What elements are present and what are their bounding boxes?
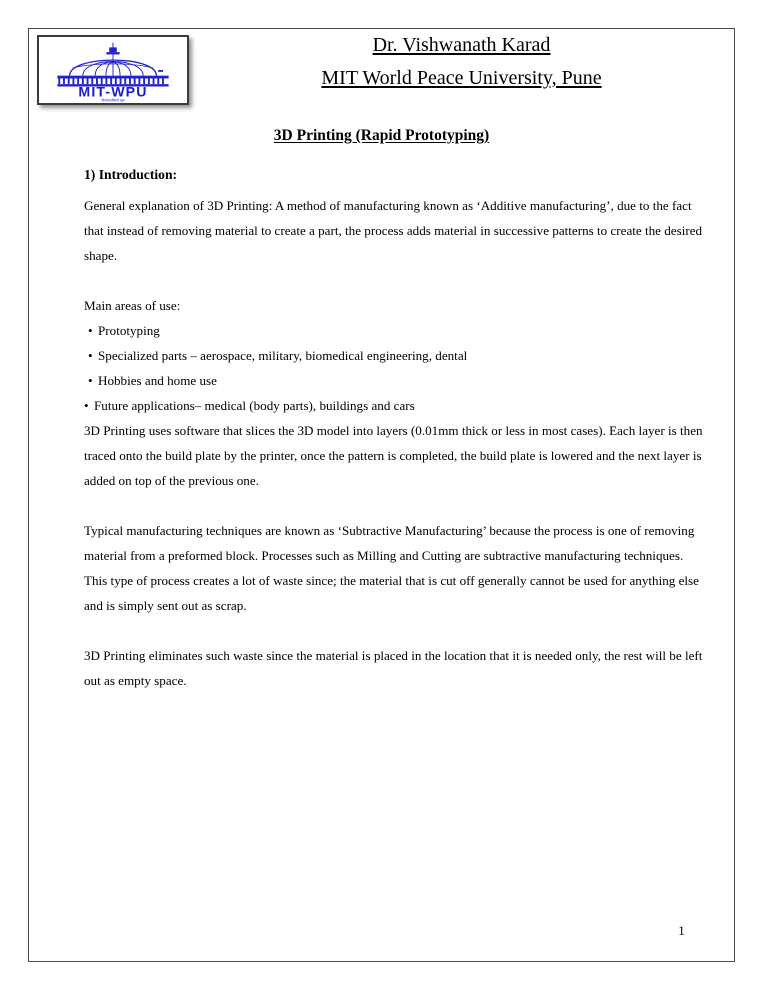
- paragraph-general-explanation: General explanation of 3D Printing: A method of manufacturing known as ‘Additive manufacturing’, due to the fact that instead of removing material to create a part, the process adds material in successive patterns to create the desired shape.: [84, 198, 703, 263]
- logo-wordmark-text: MIT-WPU: [78, 83, 148, 100]
- section-heading-introduction: 1) Introduction:: [84, 167, 178, 182]
- university-line-1: Dr. Vishwanath Karad: [372, 34, 551, 56]
- list-item: • Specialized parts – aerospace, military, biomedical engineering, dental: [84, 343, 704, 368]
- mit-wpu-logo: [37, 35, 189, 105]
- main-areas-of-use-list: [84, 318, 704, 418]
- paragraph-subtractive-manufacturing: Typical manufacturing techniques are known as ‘Subtractive Manufacturing’ because the process is one of removing material from a preformed block. Processes such as Milling and Cutting are subtractive manufacturing techniques. This type of process creates a lot of waste since; the material that is cut off generally cannot be used for anything else and is simply sent out as scrap.: [84, 523, 699, 613]
- mit-wpu-logo-svg: [39, 37, 187, 103]
- list-lead-in: Main areas of use:: [84, 298, 181, 313]
- list-item: • Hobbies and home use: [84, 368, 704, 393]
- paragraph-spacer: [84, 268, 704, 293]
- document-body: [29, 167, 734, 693]
- university-line-2: MIT World Peace University, Pune: [321, 67, 602, 89]
- list-item: • Future applications– medical (body parts), buildings and cars: [84, 393, 704, 418]
- document-page: [28, 28, 735, 962]
- page-title: 3D Printing (Rapid Prototyping): [273, 127, 490, 144]
- logo-tagline-text: विश्वशांतीकर्ता गुरू: [101, 98, 125, 103]
- paragraph-spacer: [84, 493, 704, 518]
- page-number: 1: [678, 923, 685, 938]
- paragraph-waste-elimination: 3D Printing eliminates such waste since the material is placed in the location that it is needed only, the rest will be left out as empty space.: [84, 648, 703, 688]
- paragraph-slicing-software: 3D Printing uses software that slices the 3D model into layers (0.01mm thick or less in most cases). Each layer is then traced onto the build plate by the printer, once the pattern is completed, the build plate is lowered and the next layer is added on top of the previous one.: [84, 423, 703, 488]
- document-header: [29, 29, 734, 119]
- list-item: • Prototyping: [84, 318, 704, 343]
- university-title-block: [199, 29, 724, 95]
- paragraph-spacer: [84, 618, 704, 643]
